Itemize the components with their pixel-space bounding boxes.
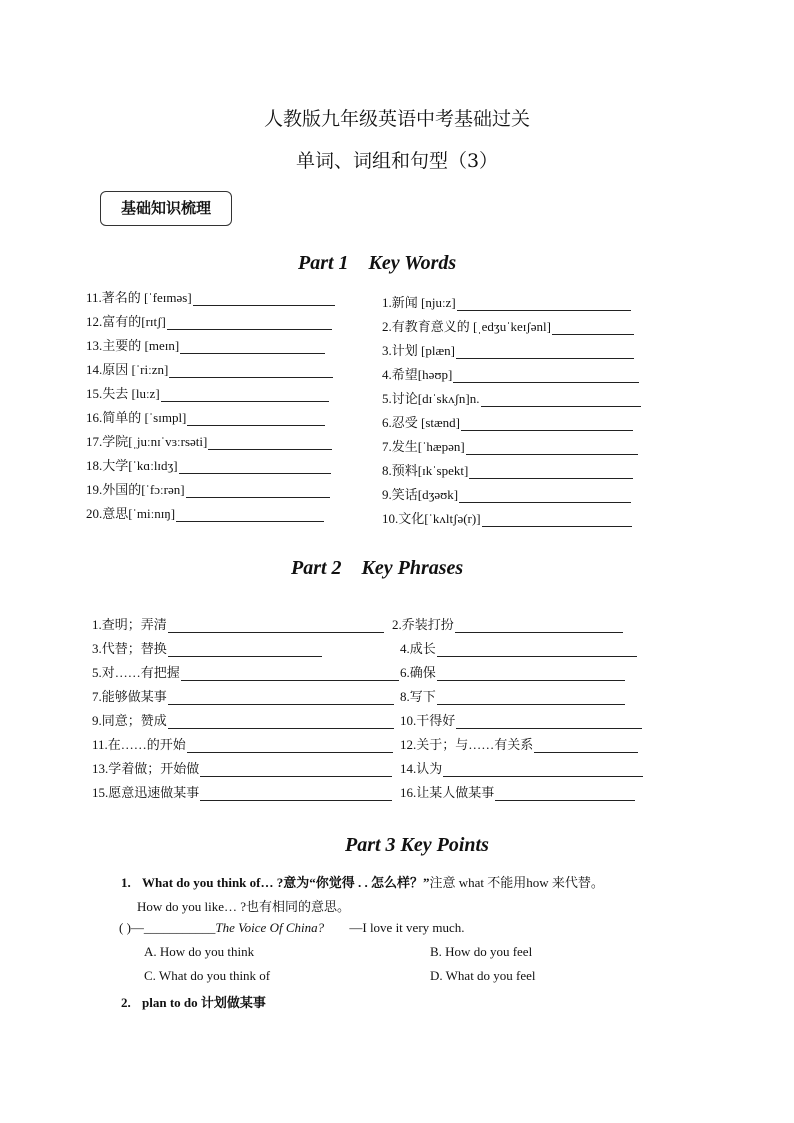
list-item: 2.有教育意义的 [ˌedʒuˈkeɪʃənl] bbox=[382, 317, 641, 335]
list-item: 3.代替；替换 bbox=[92, 639, 399, 657]
list-item: 14.原因 [ˈriːzn] bbox=[86, 360, 335, 378]
list-item: 15.愿意迅速做某事 bbox=[92, 783, 399, 801]
section-badge: 基础知识梳理 bbox=[100, 191, 232, 226]
list-item: 4.成长 bbox=[392, 639, 643, 657]
question-line bbox=[119, 920, 465, 936]
answer-paren: ( )— bbox=[119, 920, 144, 935]
question-italic: The Voice Of China? bbox=[215, 920, 325, 935]
key-point-note: 注意 what 不能用how 来代替。 bbox=[429, 875, 604, 890]
list-item: 12.关于；与……有关系 bbox=[392, 735, 643, 753]
part2-title: Part 2 Key Phrases bbox=[291, 557, 464, 579]
option-d: D. What do you feel bbox=[430, 968, 536, 983]
document-title: 人教版九年级英语中考基础过关 bbox=[263, 108, 530, 130]
list-item: 20.意思[ˈmiːnɪŋ] bbox=[86, 504, 335, 522]
part3-title: Part 3 Key Points bbox=[345, 834, 489, 856]
list-item: 12.富有的[rɪtʃ] bbox=[86, 312, 335, 330]
list-item: 7.能够做某事 bbox=[92, 687, 399, 705]
list-item: 8.写下 bbox=[392, 687, 643, 705]
key-point-heading: plan to do 计划做某事 bbox=[142, 995, 266, 1010]
list-item: 17.学院[ˌjuːnɪˈvɜːrsəti] bbox=[86, 432, 335, 450]
item-number: 2. bbox=[121, 995, 131, 1010]
list-item: 9.笑话[dʒəʊk] bbox=[382, 485, 641, 503]
list-item: 3.计划 [plæn] bbox=[382, 341, 641, 359]
list-item: 4.希望[həʊp] bbox=[382, 365, 641, 383]
list-item: 15.失去 [luːz] bbox=[86, 384, 335, 402]
option-a: A. How do you think bbox=[144, 944, 255, 959]
part1-right-list bbox=[382, 293, 641, 527]
document-subtitle: 单词、词组和句型（3） bbox=[295, 150, 499, 172]
list-item: 13.学着做；开始做 bbox=[92, 759, 399, 777]
key-point-2 bbox=[121, 992, 266, 1011]
part1-title: Part 1 Key Words bbox=[298, 252, 457, 274]
list-item: 2.乔装打扮 bbox=[392, 615, 643, 633]
list-item: 5.对……有把握 bbox=[92, 663, 399, 681]
list-item: 1.新闻 [njuːz] bbox=[382, 293, 641, 311]
list-item: 11.在……的开始 bbox=[92, 735, 399, 753]
list-item: 1.查明；弄清 bbox=[92, 615, 399, 633]
list-item: 10.干得好 bbox=[392, 711, 643, 729]
list-item: 8.预料[ɪkˈspekt] bbox=[382, 461, 641, 479]
list-item: 10.文化[ˈkʌltʃə(r)] bbox=[382, 509, 641, 527]
list-item: 6.确保 bbox=[392, 663, 643, 681]
list-item: 14.认为 bbox=[392, 759, 643, 777]
part1-left-list bbox=[86, 288, 335, 522]
key-point-1-line2: How do you like… ?也有相同的意思。 bbox=[137, 899, 351, 914]
list-item: 7.发生[ˈhæpən] bbox=[382, 437, 641, 455]
question-blank: ___________ bbox=[143, 920, 216, 935]
list-item: 16.让某人做某事 bbox=[392, 783, 643, 801]
list-item: 5.讨论[dɪˈskʌʃn]n. bbox=[382, 389, 641, 407]
option-b: B. How do you feel bbox=[430, 944, 533, 959]
part2-left-list bbox=[92, 615, 399, 801]
list-item: 18.大学[ˈkɑːlɪdʒ] bbox=[86, 456, 335, 474]
list-item: 9.同意；赞成 bbox=[92, 711, 399, 729]
part2-right-list bbox=[392, 615, 643, 801]
option-c: C. What do you think of bbox=[144, 968, 271, 983]
question-answer: —I love it very much. bbox=[349, 920, 465, 935]
list-item: 19.外国的[ˈfɔːrən] bbox=[86, 480, 335, 498]
list-item: 11.著名的 [ˈfeɪməs] bbox=[86, 288, 335, 306]
list-item: 6.忍受 [stænd] bbox=[382, 413, 641, 431]
key-point-heading: What do you think of… ?意为“你觉得 . . 怎么样？” bbox=[142, 875, 430, 890]
list-item: 13.主要的 [meɪn] bbox=[86, 336, 335, 354]
item-number: 1. bbox=[121, 875, 131, 890]
key-point-1 bbox=[121, 872, 604, 891]
list-item: 16.简单的 [ˈsɪmpl] bbox=[86, 408, 335, 426]
